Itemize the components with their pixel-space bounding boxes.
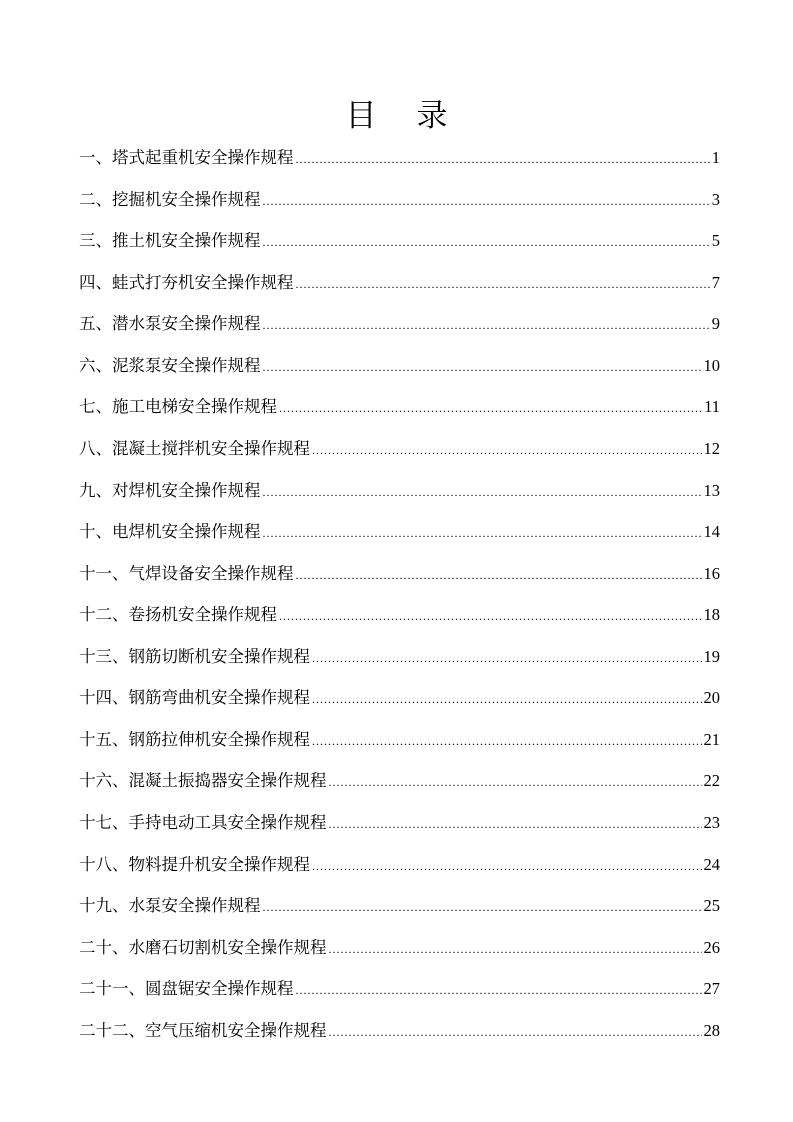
toc-entry-page: 19 (703, 646, 720, 666)
dot-leader (263, 521, 702, 545)
dot-leader (312, 646, 702, 670)
toc-entry[interactable] (79, 437, 720, 479)
dot-leader (329, 937, 702, 961)
toc-entry[interactable] (79, 395, 720, 437)
title-char: 目 (345, 98, 377, 133)
toc-entry-page: 10 (703, 355, 720, 375)
dot-leader (263, 895, 702, 919)
dot-leader (296, 272, 710, 296)
toc-entry-title: 十三、钢筋切断机安全操作规程 (79, 646, 310, 666)
toc-entry-title: 二、挖掘机安全操作规程 (79, 189, 261, 209)
toc-entry-title: 一、塔式起重机安全操作规程 (79, 148, 294, 167)
toc-entry-page: 28 (703, 1020, 720, 1040)
toc-entry-page: 7 (711, 272, 720, 292)
dot-leader (263, 313, 710, 337)
dot-leader (263, 230, 710, 254)
dot-leader (263, 189, 710, 213)
toc-entry[interactable] (79, 603, 720, 645)
toc-entry-page: 23 (703, 813, 720, 832)
toc-entry-title: 十、电焊机安全操作规程 (79, 522, 261, 542)
toc-entry-title: 八、混凝土搅拌机安全操作规程 (79, 438, 310, 458)
toc-entry-title: 二十、水磨石切割机安全操作规程 (79, 937, 327, 957)
toc-entry[interactable] (79, 811, 720, 853)
dot-leader (312, 854, 702, 878)
dot-leader (312, 687, 702, 711)
toc-entry-page: 21 (703, 729, 720, 749)
toc-entry[interactable] (79, 769, 720, 811)
dot-leader (279, 396, 702, 420)
toc-entry-page: 22 (703, 771, 720, 791)
toc-entry-title: 二十一、圆盘锯安全操作规程 (79, 979, 294, 999)
dot-leader (263, 355, 702, 379)
toc-entry-title: 十九、水泵安全操作规程 (79, 896, 261, 916)
toc-entry-page: 1 (711, 148, 720, 167)
dot-leader (296, 978, 702, 1002)
toc-entry-page: 13 (703, 480, 720, 500)
toc-entry-title: 十五、钢筋拉伸机安全操作规程 (79, 729, 310, 749)
dot-leader (312, 729, 702, 753)
table-of-contents (79, 146, 720, 1060)
toc-entry-title: 四、蛙式打夯机安全操作规程 (79, 272, 294, 292)
toc-entry-title: 十六、混凝土振捣器安全操作规程 (79, 771, 327, 791)
toc-entry-title: 九、对焊机安全操作规程 (79, 480, 261, 500)
toc-entry-page: 9 (711, 314, 720, 334)
toc-entry[interactable] (79, 271, 720, 313)
toc-entry-title: 十四、钢筋弯曲机安全操作规程 (79, 688, 310, 708)
dot-leader (329, 1020, 702, 1044)
toc-entry[interactable] (79, 1019, 720, 1061)
toc-entry-title: 十八、物料提升机安全操作规程 (79, 854, 310, 874)
toc-entry[interactable] (79, 686, 720, 728)
toc-entry-page: 26 (703, 937, 720, 957)
toc-entry[interactable] (79, 520, 720, 562)
toc-entry[interactable] (79, 894, 720, 936)
toc-entry[interactable] (79, 728, 720, 770)
toc-entry[interactable] (79, 479, 720, 521)
toc-entry[interactable] (79, 853, 720, 895)
toc-entry-page: 14 (703, 522, 720, 542)
toc-entry-title: 三、推土机安全操作规程 (79, 231, 261, 251)
dot-leader (296, 147, 710, 171)
toc-entry-page: 24 (703, 854, 720, 874)
toc-entry-page: 3 (711, 189, 720, 209)
toc-entry[interactable] (79, 936, 720, 978)
toc-entry[interactable] (79, 312, 720, 354)
toc-entry-title: 十七、手持电动工具安全操作规程 (79, 813, 327, 832)
toc-entry-page: 20 (703, 688, 720, 708)
toc-entry-page: 12 (703, 438, 720, 458)
dot-leader (263, 480, 702, 504)
title-char: 录 (416, 98, 448, 133)
toc-entry-page: 18 (703, 605, 720, 625)
toc-entry-title: 六、泥浆泵安全操作规程 (79, 355, 261, 375)
dot-leader (296, 563, 702, 587)
toc-entry[interactable] (79, 354, 720, 396)
toc-entry-title: 十一、气焊设备安全操作规程 (79, 563, 294, 583)
toc-entry-title: 五、潜水泵安全操作规程 (79, 314, 261, 334)
page-title (0, 96, 793, 136)
toc-entry-page: 5 (711, 231, 720, 251)
toc-entry-page: 16 (703, 563, 720, 583)
toc-entry-title: 十二、卷扬机安全操作规程 (79, 605, 277, 625)
toc-entry[interactable] (79, 562, 720, 604)
toc-entry-page: 25 (703, 896, 720, 916)
dot-leader (329, 812, 702, 836)
toc-entry[interactable] (79, 645, 720, 687)
toc-entry[interactable] (79, 146, 720, 188)
dot-leader (329, 770, 702, 794)
dot-leader (279, 604, 702, 628)
toc-entry-title: 七、施工电梯安全操作规程 (79, 397, 277, 417)
dot-leader (312, 438, 702, 462)
toc-entry[interactable] (79, 977, 720, 1019)
toc-entry[interactable] (79, 188, 720, 230)
toc-entry-title: 二十二、空气压缩机安全操作规程 (79, 1020, 327, 1040)
toc-entry[interactable] (79, 229, 720, 271)
toc-entry-page: 27 (703, 979, 720, 999)
toc-entry-page: 11 (704, 397, 720, 417)
